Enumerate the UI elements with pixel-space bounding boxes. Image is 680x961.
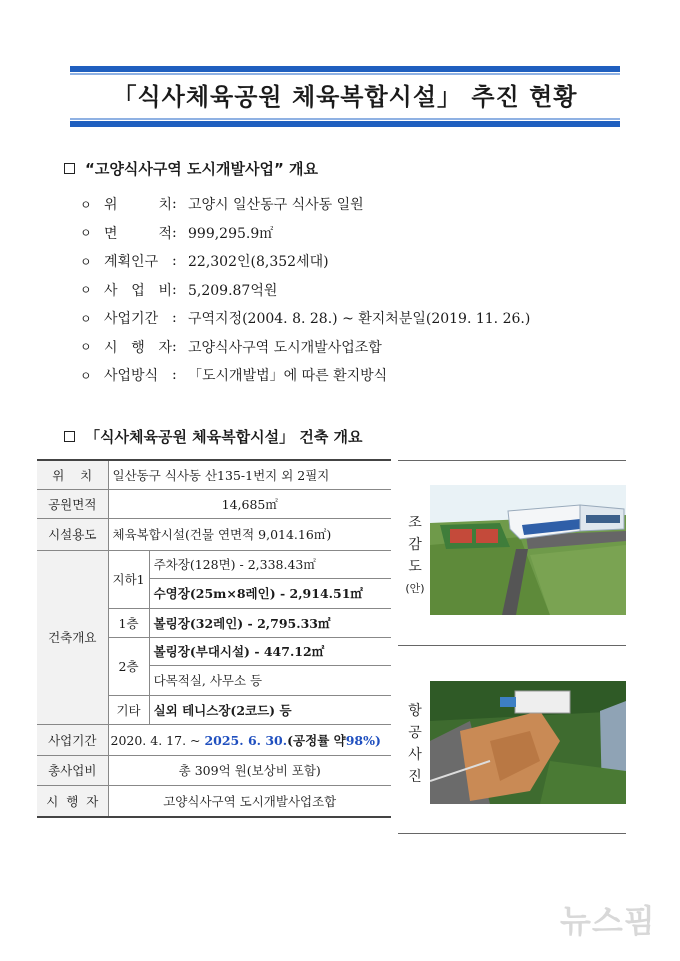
use-label: 시설용도 — [37, 518, 108, 550]
location-value: 일산동구 식사동 산135-1번지 외 2필지 — [108, 460, 391, 489]
section2-heading-text: 「식사체육공원 체육복합시설」 건축 개요 — [85, 428, 363, 446]
item-value: 「도시개발법」에 따른 환지방식 — [188, 368, 388, 385]
list-item: ㅇ 사 업 비 : 5,209.87억원 — [80, 281, 278, 299]
rendering-caption: 조 감 도 (안) — [405, 515, 425, 595]
use-value: 체육복합시설(건물 연면적 9,014.16㎡) — [108, 518, 391, 550]
item-value: 구역지정(2004. 8. 28.) ~ 환지처분일(2019. 11. 26.) — [188, 311, 531, 328]
f1-item: 볼링장(32레인) - 2,795.33㎡ — [149, 608, 391, 637]
item-label: 위 치 — [104, 197, 172, 214]
item-value: 999,295.9㎡ — [188, 225, 274, 242]
checkbox-square-icon — [64, 431, 75, 442]
f2-item-bowling: 볼링장(부대시설) - 447.12㎡ — [149, 637, 391, 665]
item-label: 사업기간 — [104, 311, 159, 328]
location-label: 위 치 — [37, 460, 108, 489]
watermark-logo: 뉴스핌 — [560, 902, 656, 940]
operator-value: 고양식사구역 도시개발사업조합 — [108, 785, 391, 817]
item-label: 사 업 비 — [104, 282, 172, 299]
aerial-photo-caption: 항 공 사 진 — [408, 703, 422, 785]
item-label: 계획인구 — [104, 254, 159, 271]
f2-item-misc: 다목적실, 사무소 등 — [149, 665, 391, 695]
building-label: 건축개요 — [37, 550, 108, 724]
period-label: 사업기간 — [37, 724, 108, 755]
etc-label: 기타 — [108, 695, 149, 724]
section1-heading — [64, 158, 318, 179]
page-title: 「식사체육공원 체육복합시설」 추진 현황 — [112, 83, 578, 111]
circle-bullet-icon: ㅇ — [80, 368, 92, 383]
list-item: ㅇ 계획인구 : 22,302인(8,352세대) — [80, 253, 329, 271]
table-row — [37, 724, 391, 755]
cost-value: 총 309억 원(보상비 포함) — [108, 755, 391, 785]
figure-divider-top — [398, 460, 626, 461]
cost-label: 총사업비 — [37, 755, 108, 785]
figure-divider-middle — [398, 645, 626, 646]
table-row — [37, 755, 391, 785]
rendering-image — [430, 485, 626, 615]
aerial-photo-image — [430, 681, 626, 804]
list-item: ㅇ 면 적 : 999,295.9㎡ — [80, 224, 274, 242]
list-item: ㅇ 시 행 자 : 고양식사구역 도시개발사업조합 — [80, 338, 382, 356]
section1-list — [80, 190, 530, 390]
etc-item: 실외 테니스장(2코드) 등 — [149, 695, 391, 724]
title-rule-top — [70, 66, 620, 72]
area-label: 공원면적 — [37, 489, 108, 518]
b1-label: 지하1 — [108, 550, 149, 608]
title-rule-bottom-thin — [70, 118, 620, 120]
circle-bullet-icon: ㅇ — [80, 254, 92, 269]
f1-label: 1층 — [108, 608, 149, 637]
item-value: 5,209.87억원 — [188, 282, 278, 299]
item-value: 고양시 일산동구 식사동 일원 — [188, 197, 364, 214]
circle-bullet-icon: ㅇ — [80, 226, 92, 241]
list-item: ㅇ 사업방식 : 「도시개발법」에 따른 환지방식 — [80, 367, 388, 385]
operator-label: 시 행 자 — [37, 785, 108, 817]
f2-label: 2층 — [108, 637, 149, 695]
section2-heading — [64, 426, 363, 447]
table-row — [37, 518, 391, 550]
item-label: 사업방식 — [104, 368, 159, 385]
list-item: ㅇ 위 치 : 고양시 일산동구 식사동 일원 — [80, 196, 364, 214]
area-value: 14,685㎡ — [108, 489, 391, 518]
item-value: 22,302인(8,352세대) — [188, 254, 329, 271]
period-end: 2025. 6. 30. — [204, 732, 288, 748]
item-label: 시 행 자 — [104, 339, 172, 356]
circle-bullet-icon: ㅇ — [80, 283, 92, 298]
table-row — [37, 460, 391, 489]
checkbox-square-icon — [64, 163, 75, 174]
b1-item-pool: 수영장(25m×8레인) - 2,914.51㎡ — [149, 578, 391, 608]
item-value: 고양식사구역 도시개발사업조합 — [188, 339, 382, 356]
section1-heading-text: “고양식사구역 도시개발사업” 개요 — [85, 160, 319, 178]
building-overview-table — [37, 459, 391, 818]
circle-bullet-icon: ㅇ — [80, 340, 92, 355]
b1-item-parking: 주차장(128면) - 2,338.43㎡ — [149, 550, 391, 578]
title-rule-bottom — [70, 121, 620, 127]
table-row — [37, 489, 391, 518]
figure-divider-bottom — [398, 833, 626, 834]
list-item: ㅇ 사업기간 : 구역지정(2004. 8. 28.) ~ 환지처분일(2019. 11. 26.) — [80, 310, 531, 328]
item-label: 면 적 — [104, 225, 172, 242]
circle-bullet-icon: ㅇ — [80, 197, 92, 212]
table-row — [37, 785, 391, 817]
title-rule-top-thin — [70, 73, 620, 75]
period-value: 2020. 4. 17. ~ 2025. 6. 30.(공정률 약98%) — [108, 724, 391, 755]
table-row — [37, 550, 391, 578]
circle-bullet-icon: ㅇ — [80, 311, 92, 326]
progress-percent: 98%) — [345, 732, 381, 748]
